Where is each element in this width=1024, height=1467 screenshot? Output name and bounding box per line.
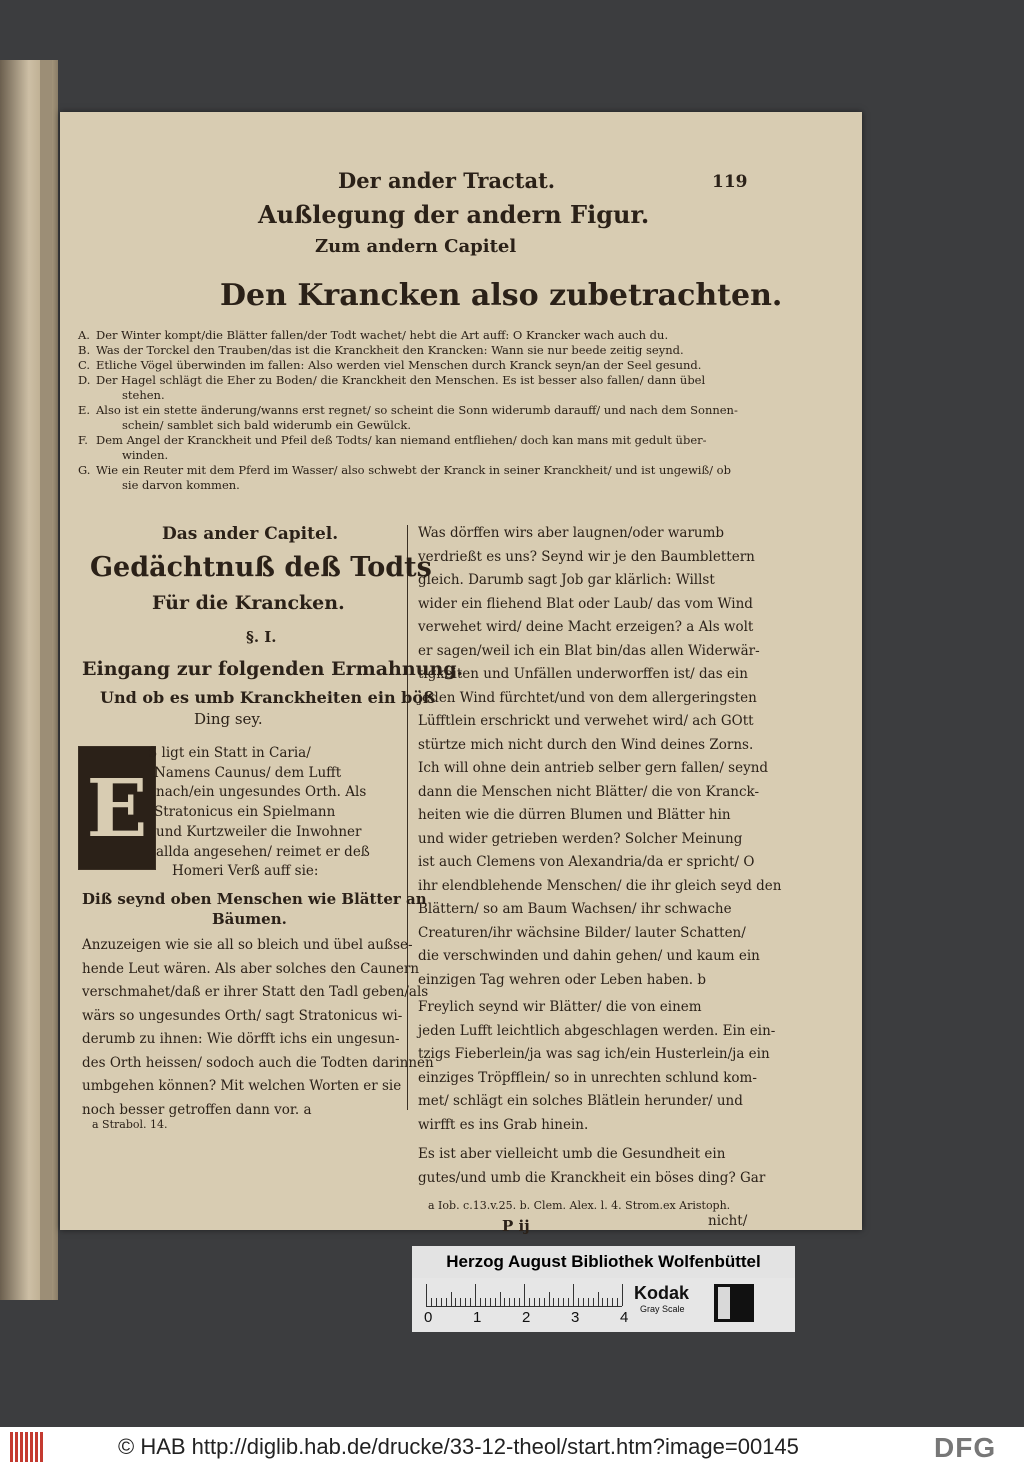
dfg-logo: DFG xyxy=(934,1432,997,1463)
text-line: jeden Wind fürchtet/und von dem allergeringsten xyxy=(418,689,757,706)
text-line: heiten wie die dürren Blumen und Blätter hin xyxy=(418,807,731,823)
chapter-heading-2: Für die Krancken. xyxy=(152,592,345,614)
legend-text: Etliche Vögel überwinden im fallen: Also werden viel Menschen durch Kranck seyn/an der Seel gesund. xyxy=(96,358,702,372)
ruler-tick xyxy=(431,1298,432,1306)
legend-text: Der Hagel schlägt die Eher zu Boden/ die Kranckheit den Menschen. Es ist besser also fallen/ dann übel xyxy=(96,373,706,387)
column-divider xyxy=(407,525,408,1110)
legend-key: B. xyxy=(78,343,91,357)
ruler-tick xyxy=(470,1298,471,1306)
ruler-tick xyxy=(568,1298,569,1306)
text-line: ist auch Clemens von Alexandria/da er spricht/ O xyxy=(418,854,755,870)
ruler-tick xyxy=(465,1298,466,1306)
text-line: tigkeiten und Unfällen underworffen ist/ das ein xyxy=(418,666,748,682)
ruler-tick xyxy=(617,1298,618,1306)
legend-text: schein/ samblet sich bald widerumb ein Gewülck. xyxy=(122,418,411,432)
text-line: verschmahet/daß er ihrer Statt den Tadl geben/als xyxy=(82,984,429,1000)
title-line-2: Zum andern Capitel xyxy=(315,236,517,257)
legend-key: A. xyxy=(78,328,90,342)
legend-line xyxy=(78,463,731,477)
title-line-1: Außlegung der andern Figur. xyxy=(258,200,650,229)
hab-logo-icon xyxy=(10,1432,44,1462)
scale-number: 2 xyxy=(522,1309,531,1326)
legend-text: Wie ein Reuter mit dem Pferd im Wasser/ also schwebt der Kranck in seiner Kranckheit/ und ist ungewiß/ ob xyxy=(96,463,731,477)
ruler-tick xyxy=(534,1298,535,1306)
text-line: verdrießt es uns? Seynd wir je den Baumblettern xyxy=(418,548,755,565)
drop-line: Namens Caunus/ dem Lufft xyxy=(154,764,342,781)
ruler-tick xyxy=(514,1298,515,1306)
ruler-tick xyxy=(480,1298,481,1306)
ruler-tick xyxy=(583,1298,584,1306)
gray-scale-patch xyxy=(714,1284,754,1322)
ruler-tick xyxy=(529,1298,530,1306)
text-line: die verschwinden und dahin gehen/ und kaum ein xyxy=(418,948,760,964)
left-page-gutter xyxy=(40,60,52,1300)
ruler-tick xyxy=(451,1292,452,1306)
legend-key: D. xyxy=(78,373,91,387)
legend-text: Der Winter kompt/die Blätter fallen/der Todt wachet/ hebt die Art auff: O Krancker wach auch du. xyxy=(96,328,669,342)
legend-line xyxy=(78,388,165,402)
scale-number: 4 xyxy=(620,1309,629,1326)
ruler-tick xyxy=(607,1298,608,1306)
ruler-tick xyxy=(524,1284,525,1306)
legend-line xyxy=(78,448,168,462)
text-line: noch besser getroffen dann vor. a xyxy=(82,1101,312,1118)
signature-mark: P ij xyxy=(502,1217,530,1235)
scale-number: 3 xyxy=(571,1309,580,1326)
drop-line: S ligt ein Statt in Caria/ xyxy=(148,745,311,761)
gray-scale-label: Gray Scale xyxy=(640,1304,685,1314)
title-line-3: Den Krancken also zubetrachten. xyxy=(220,278,783,313)
ruler-tick xyxy=(622,1284,623,1306)
text-line: einzigen Tag wehren oder Leben haben. b xyxy=(418,971,707,988)
ruler-tick xyxy=(485,1298,486,1306)
ruler-tick xyxy=(509,1298,510,1306)
text-line: met/ schlägt ein solches Blätlein herunder/ und xyxy=(418,1093,743,1109)
text-line: einziges Tröpfflein/ so in unrechten schlund kom- xyxy=(418,1069,757,1086)
page-number: 119 xyxy=(712,172,748,192)
ruler-tick xyxy=(544,1298,545,1306)
legend-text: Also ist ein stette änderung/wanns erst regnet/ so scheint die Sonn widerumb darauff/ und nach dem Sonnen- xyxy=(96,403,738,417)
ruler-tick xyxy=(426,1284,427,1306)
catchword: nicht/ xyxy=(708,1213,748,1229)
ruler-tick xyxy=(593,1298,594,1306)
legend-line xyxy=(78,358,701,372)
running-head: Der ander Tractat. xyxy=(338,168,556,193)
legend-key: F. xyxy=(78,433,88,447)
left-footnote: a Strabol. 14. xyxy=(92,1118,168,1131)
library-label: Herzog August Bibliothek Wolfenbüttel xyxy=(412,1246,795,1278)
text-line: und wider getrieben werden? Solcher Meinung xyxy=(418,830,743,847)
color-calibration-card xyxy=(412,1246,795,1332)
text-line: Es ist aber vielleicht umb die Gesundheit ein xyxy=(418,1146,726,1162)
text-line: wider ein fliehend Blat oder Laub/ das vom Wind xyxy=(418,595,753,612)
subheading-1: Eingang zur folgenden Ermahnung. xyxy=(82,658,464,680)
text-line: Lüfftlein erschrickt und verwehet wird/ ach GOtt xyxy=(418,713,754,729)
ruler-tick xyxy=(500,1292,501,1306)
text-line: wirfft es ins Grab hinein. xyxy=(418,1116,589,1133)
legend-line xyxy=(78,433,707,447)
text-line: des Orth heissen/ sodoch auch die Todten darinnen xyxy=(82,1054,434,1071)
text-line: dann die Menschen nicht Blätter/ die von Kranck- xyxy=(418,783,760,800)
text-line: er sagen/weil ich ein Blat bin/das allen Widerwär- xyxy=(418,642,760,659)
ruler-tick xyxy=(563,1298,564,1306)
legend-key: E. xyxy=(78,403,91,417)
drop-line: und Kurtzweiler die Inwohner xyxy=(156,823,362,840)
text-line: tzigs Fieberlein/ja was sag ich/ein Husterlein/ja ein xyxy=(418,1046,770,1062)
ruler-tick xyxy=(612,1298,613,1306)
chapter-title: Das ander Capitel. xyxy=(162,524,339,544)
text-line: Ich will ohne dein antrieb selber gern fallen/ seynd xyxy=(418,760,769,776)
verse-line-1: Diß seynd oben Menschen wie Blätter an xyxy=(82,890,427,908)
ruler-tick xyxy=(598,1292,599,1306)
legend-line xyxy=(78,343,684,357)
ruler-tick xyxy=(475,1284,476,1306)
text-line: Anzuzeigen wie sie all so bleich und übel außse- xyxy=(82,937,413,953)
ruler-tick xyxy=(504,1298,505,1306)
subheading-3: Ding sey. xyxy=(194,710,263,728)
ruler-tick xyxy=(436,1298,437,1306)
legend-text: Was der Torckel den Trauben/das ist die Kranckheit den Krancken: Wann sie nur beede zeitig seynd. xyxy=(96,343,684,357)
ruler-tick xyxy=(588,1298,589,1306)
text-line: umbgehen können? Mit welchen Worten er sie xyxy=(82,1078,402,1094)
legend-text: Dem Angel der Kranckheit und Pfeil deß Todts/ kan niemand entfliehen/ doch kan mans mit gedult über- xyxy=(96,433,707,447)
right-footnote: a Iob. c.13.v.25. b. Clem. Alex. l. 4. Strom.ex Aristoph. xyxy=(428,1199,731,1212)
ruler-tick xyxy=(539,1298,540,1306)
legend-text: sie darvon kommen. xyxy=(122,478,240,492)
legend-line xyxy=(78,373,705,387)
text-line: wärs so ungesundes Orth/ sagt Stratonicus wi- xyxy=(82,1007,403,1024)
text-line: verwehet wird/ deine Macht erzeigen? a Als wolt xyxy=(418,619,754,635)
ruler-tick xyxy=(549,1292,550,1306)
section-number: §. I. xyxy=(246,628,277,646)
scale-ruler xyxy=(426,1282,622,1307)
decorated-initial xyxy=(78,746,156,870)
ruler-tick xyxy=(441,1298,442,1306)
chapter-heading-1: Gedächtnuß deß Todts xyxy=(90,552,432,583)
subheading-2: Und ob es umb Kranckheiten ein böß xyxy=(100,688,436,707)
ruler-tick xyxy=(519,1298,520,1306)
legend-line xyxy=(78,478,240,492)
legend-line xyxy=(78,418,411,432)
text-line: gutes/und umb die Kranckheit ein böses ding? Gar xyxy=(418,1169,766,1186)
drop-line: allda angesehen/ reimet er deß xyxy=(156,843,370,860)
footer-bar xyxy=(0,1427,1024,1467)
legend-key: G. xyxy=(78,463,91,477)
text-line: Was dörffen wirs aber laugnen/oder warumb xyxy=(418,525,725,541)
scale-number: 0 xyxy=(424,1309,433,1326)
scale-number: 1 xyxy=(473,1309,482,1326)
ruler-tick xyxy=(573,1284,574,1306)
text-line: Creaturen/ihr wächsine Bilder/ lauter Schatten/ xyxy=(418,924,746,941)
text-line: Freylich seynd wir Blätter/ die von einem xyxy=(418,999,702,1015)
text-line: jeden Lufft leichtlich abgeschlagen werden. Ein ein- xyxy=(418,1022,776,1039)
ruler-tick xyxy=(495,1298,496,1306)
drop-line: nach/ein ungesundes Orth. Als xyxy=(156,784,367,801)
ruler-tick xyxy=(578,1298,579,1306)
text-line: stürtze mich nicht durch den Wind deines Zorns. xyxy=(418,736,754,753)
legend-line xyxy=(78,403,738,417)
ruler-tick xyxy=(558,1298,559,1306)
drop-line: Stratonicus ein Spielmann xyxy=(154,804,336,821)
ruler-tick xyxy=(490,1298,491,1306)
legend-text: stehen. xyxy=(122,388,165,402)
text-line: derumb zu ihnen: Wie dörfft ichs ein ungesun- xyxy=(82,1031,400,1047)
legend-text: winden. xyxy=(122,448,169,462)
ruler-tick xyxy=(553,1298,554,1306)
text-line: ihr elendblehende Menschen/ die ihr gleich seyd den xyxy=(418,877,782,894)
drop-line: Homeri Verß auff sie: xyxy=(172,863,319,880)
kodak-logo: Kodak xyxy=(634,1283,690,1303)
verse-line-2: Bäumen. xyxy=(212,910,287,928)
text-line: hende Leut wären. Als aber solches den Caunern xyxy=(82,960,420,977)
ruler-tick xyxy=(460,1298,461,1306)
text-line: Blättern/ so am Baum Wachsen/ ihr schwache xyxy=(418,901,732,917)
footer-copyright-link[interactable]: © HAB http://diglib.hab.de/drucke/33-12-theol/start.htm?image=00145 xyxy=(118,1434,799,1459)
ruler-tick xyxy=(602,1298,603,1306)
book-page xyxy=(60,112,862,1235)
initial-letter: E xyxy=(86,761,148,855)
legend-key: C. xyxy=(78,358,91,372)
ruler-tick xyxy=(446,1298,447,1306)
legend-line xyxy=(78,328,668,342)
text-line: gleich. Darumb sagt Job gar klärlich: Willst xyxy=(418,572,715,588)
ruler-tick xyxy=(455,1298,456,1306)
